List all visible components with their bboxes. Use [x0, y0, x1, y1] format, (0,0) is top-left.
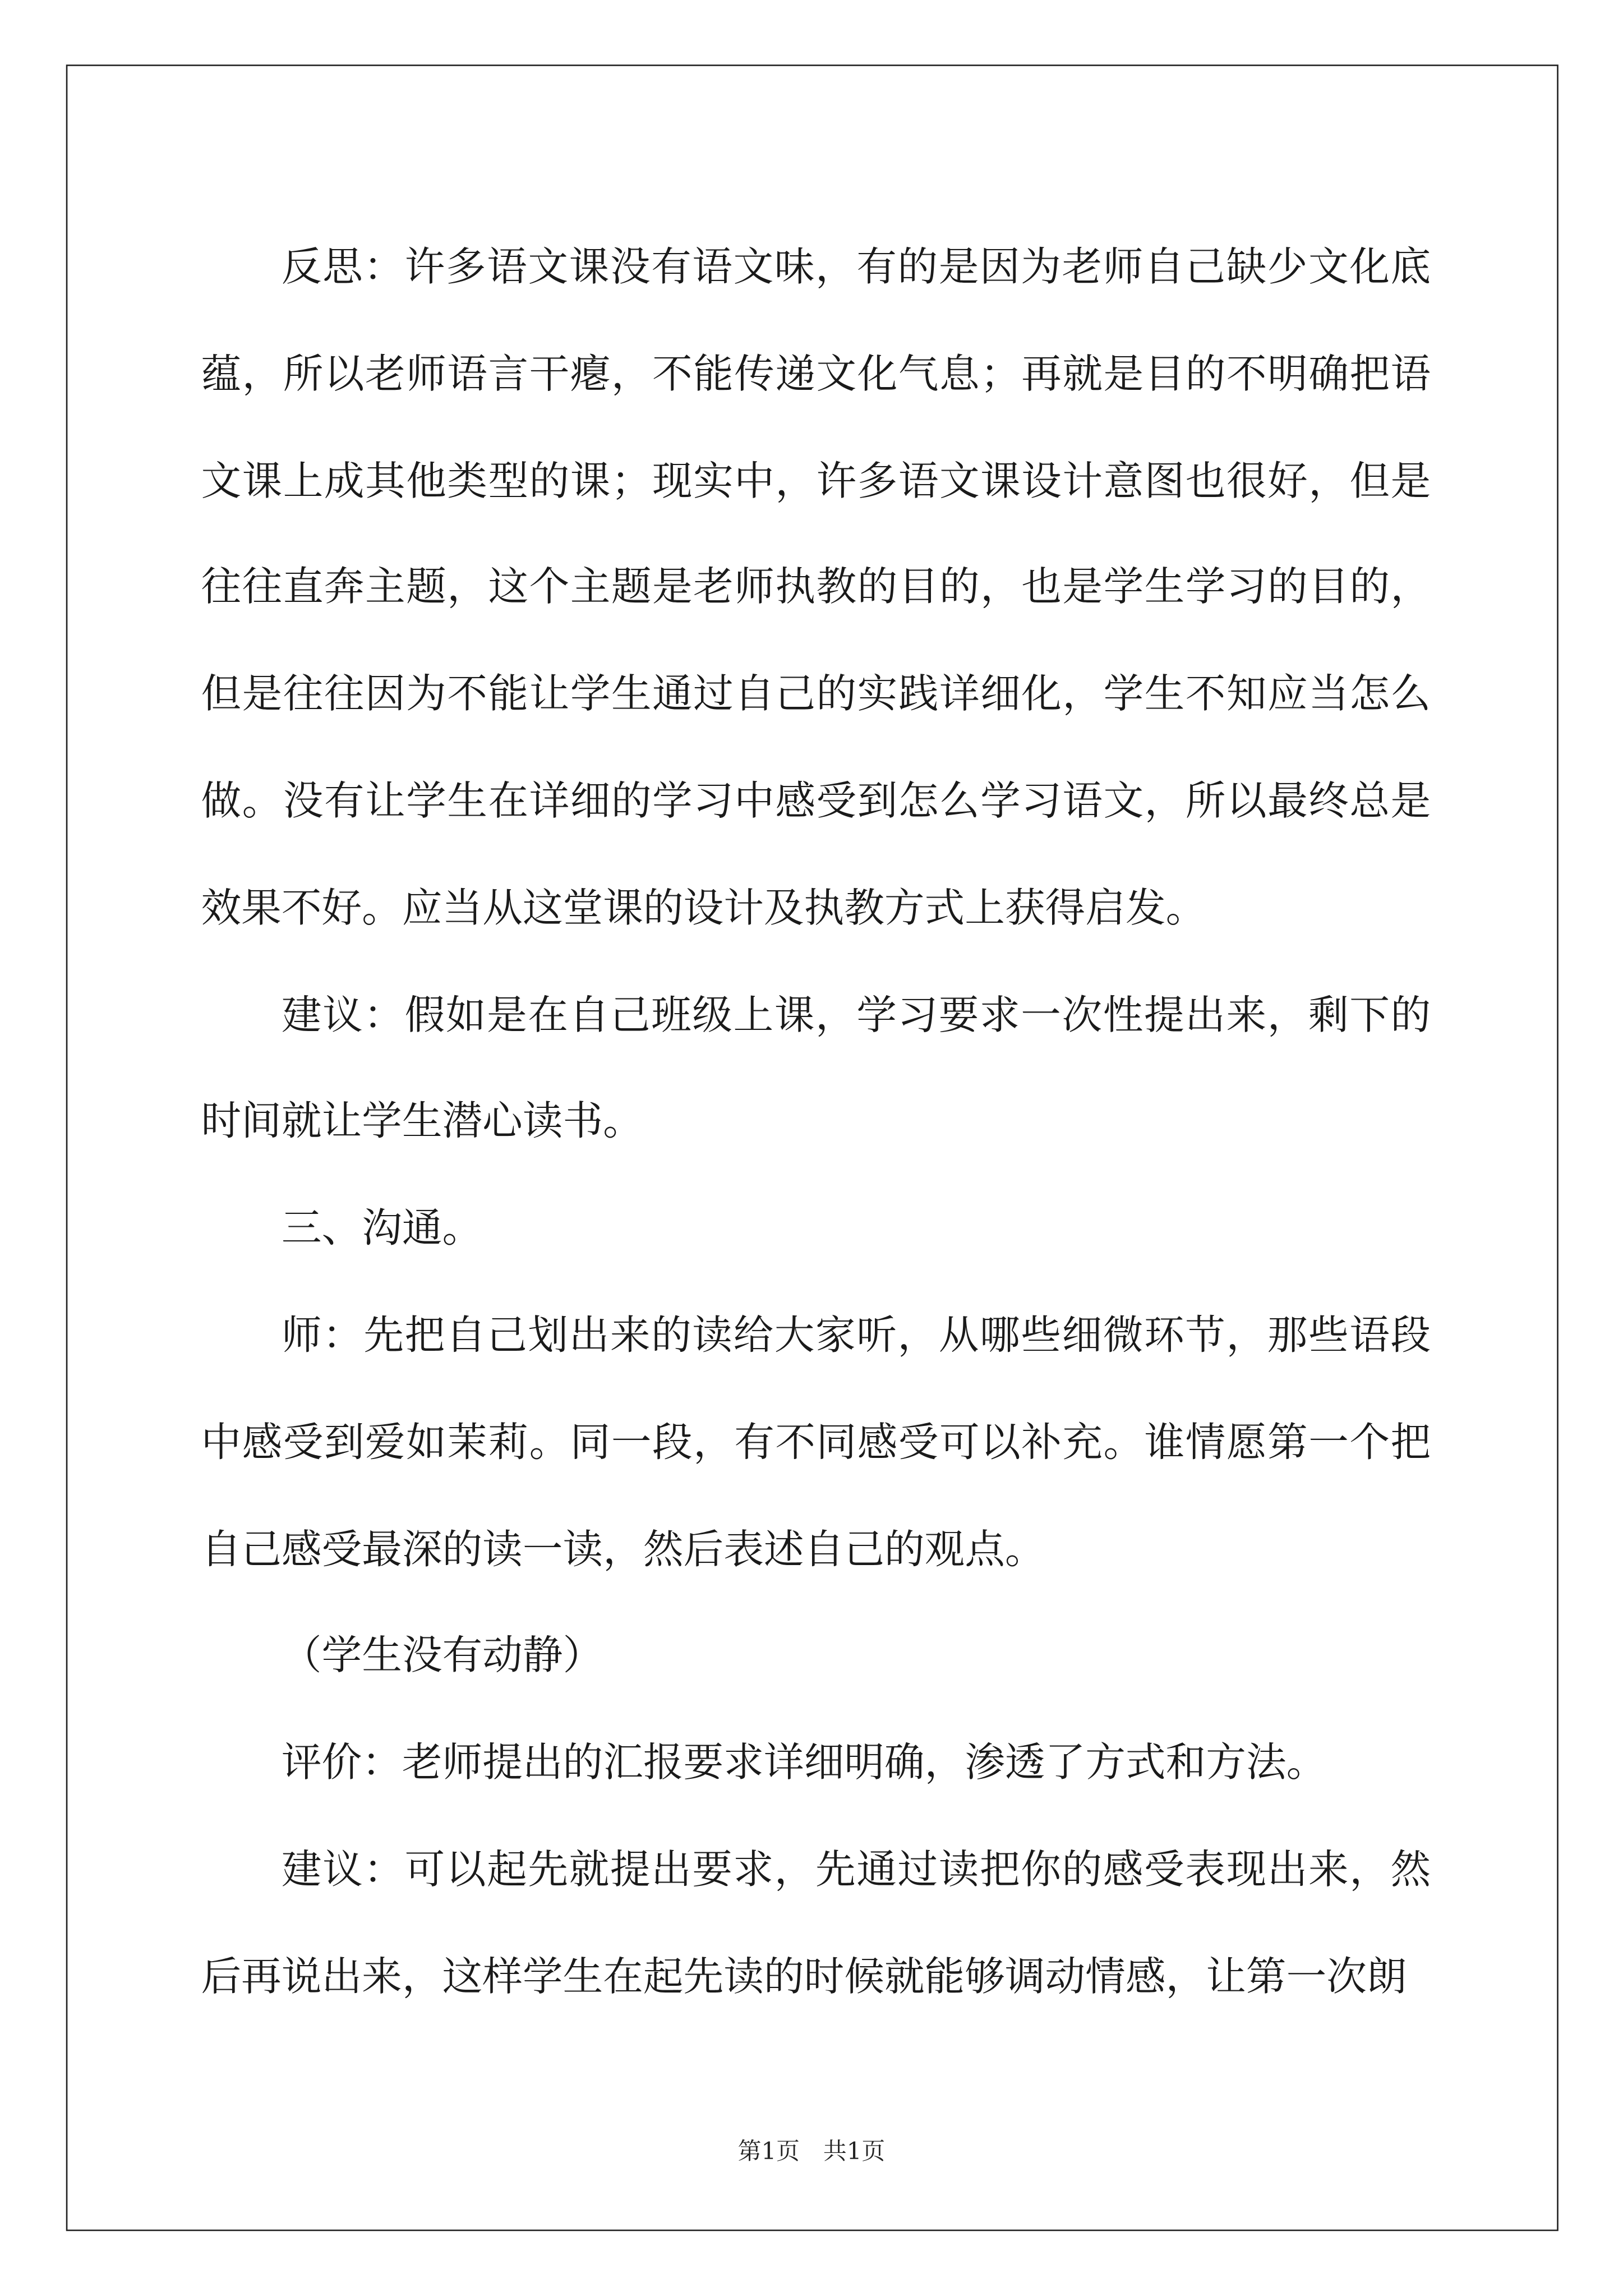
section-heading-communication: 三、沟通。: [281, 1207, 483, 1253]
paragraph-evaluation: 评价：老师提出的汇报要求详细明确，渗透了方式和方法。: [281, 1741, 1327, 1787]
document-body: [201, 216, 1431, 2032]
paragraph-suggestion-1: 建议：假如是在自己班级上课，学习要求一次性提出来，剩下的时间就让学生潜心读书。: [201, 993, 1431, 1145]
paragraph-teacher: 师：先把自己划出来的读给大家听，从哪些细微环节，那些语段中感受到爱如茉莉。同一段，有不同感受可以补充。谁情愿第一个把自己感受最深的读一读，然后表述自己的观点。: [201, 1313, 1431, 1573]
page-number-footer: 第1页 共1页: [737, 2137, 886, 2165]
paragraph-reflection: 反思：许多语文课没有语文味，有的是因为老师自己缺少文化底蕴，所以老师语言干瘪，不能传递文化气息；再就是目的不明确把语文课上成其他类型的课；现实中，许多语文课设计意图也很好，但是往往直奔主题，这个主题是老师执教的目的，也是学生学习的目的，但是往往因为不能让学生通过自己的实践详细化，学生不知应当怎么做。没有让学生在详细的学习中感受到怎么学习语文，所以最终总是效果不好。应当从这堂课的设计及执教方式上获得启发。: [201, 245, 1431, 932]
paragraph-suggestion-2: 建议：可以起先就提出要求，先通过读把你的感受表现出来，然后再说出来，这样学生在起先读的时候就能够调动情感，让第一次朗: [201, 1848, 1431, 2000]
paragraph-student-reaction: （学生没有动静）: [281, 1634, 603, 1680]
